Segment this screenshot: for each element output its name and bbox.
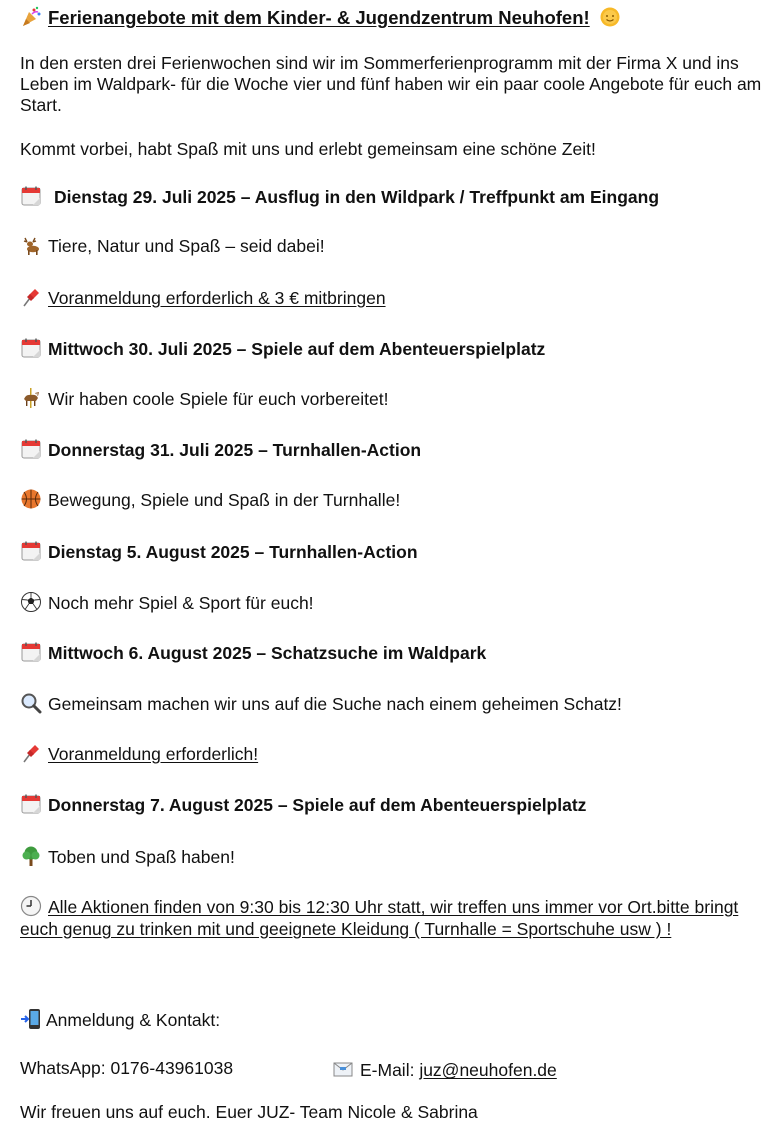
event-detail-5: [20, 692, 772, 715]
title-text: Ferienangebote mit dem Kinder- & Jugendzentrum Neuhofen!: [48, 7, 590, 28]
event-heading-text: Dienstag 5. August 2025 – Turnhallen-Action: [48, 542, 418, 562]
contact-heading-text: Anmeldung & Kontakt:: [46, 1010, 221, 1030]
event-note-5: [20, 742, 772, 765]
event-detail-text: Noch mehr Spiel & Sport für euch!: [48, 593, 314, 613]
event-heading-1: [20, 185, 772, 208]
event-heading-text: Mittwoch 30. Juli 2025 – Spiele auf dem Abenteuerspielplatz: [48, 339, 546, 359]
carousel-horse-icon: [20, 387, 42, 409]
event-detail-6: [20, 845, 772, 868]
event-heading-3: [20, 438, 772, 461]
calendar-icon: [20, 438, 42, 460]
event-heading-text: Dienstag 29. Juli 2025 – Ausflug in den Wildpark / Treffpunkt am Eingang: [54, 187, 660, 207]
event-heading-4: [20, 540, 772, 563]
party-popper-icon: [20, 6, 42, 28]
page-title: [20, 6, 772, 28]
tree-icon: [20, 845, 42, 867]
event-detail-text: Wir haben coole Spiele für euch vorbereitet!: [48, 389, 389, 409]
clock-icon: [20, 895, 42, 917]
event-detail-1: [20, 234, 772, 257]
whatsapp-line: WhatsApp: 0176-43961038: [20, 1058, 234, 1078]
intro-paragraph: In den ersten drei Ferienwochen sind wir im Sommerferienprogramm mit der Firma X und ins Leben im Waldpark- für die Woche vier und fünf haben wir ein paar coole Angebote für euch am Start.: [20, 53, 762, 115]
event-note-1: [20, 286, 772, 309]
pushpin-icon: [20, 286, 42, 308]
sun-face-icon: [599, 6, 621, 28]
calendar-icon: [20, 641, 42, 663]
deer-icon: [20, 234, 42, 256]
event-detail-text: Gemeinsam machen wir uns auf die Suche nach einem geheimen Schatz!: [48, 694, 622, 714]
event-heading-text: Donnerstag 31. Juli 2025 – Turnhallen-Action: [48, 440, 422, 460]
event-heading-5: [20, 641, 772, 664]
email-envelope-icon: [332, 1058, 354, 1080]
soccer-ball-icon: [20, 591, 42, 613]
calendar-icon: [20, 540, 42, 562]
closing-line: Wir freuen uns auf euch. Euer JUZ- Team Nicole & Sabrina: [20, 1102, 478, 1122]
email-label: E-Mail:: [360, 1060, 420, 1080]
event-note-text: Voranmeldung erforderlich!: [48, 744, 259, 764]
event-heading-text: Donnerstag 7. August 2025 – Spiele auf dem Abenteuerspielplatz: [48, 795, 587, 815]
contact-heading: [20, 1008, 772, 1031]
magnifier-icon: [20, 692, 42, 714]
event-detail-2: [20, 387, 772, 410]
times-note: [20, 895, 772, 940]
pushpin-icon: [20, 742, 42, 764]
event-detail-text: Toben und Spaß haben!: [48, 847, 235, 867]
email-link[interactable]: juz@neuhofen.de: [419, 1060, 557, 1080]
event-heading-text: Mittwoch 6. August 2025 – Schatzsuche im Waldpark: [48, 643, 487, 663]
basketball-icon: [20, 488, 42, 510]
calendar-icon: [20, 185, 42, 207]
event-detail-text: Tiere, Natur und Spaß – seid dabei!: [48, 236, 325, 256]
event-note-text: Voranmeldung erforderlich & 3 € mitbringen: [48, 288, 386, 308]
calendar-icon: [20, 793, 42, 815]
event-detail-4: [20, 591, 772, 614]
event-heading-6: [20, 793, 772, 816]
event-detail-3: [20, 488, 772, 511]
mobile-arrow-icon: [20, 1008, 42, 1030]
event-heading-2: [20, 337, 772, 360]
calendar-icon: [20, 337, 42, 359]
event-detail-text: Bewegung, Spiele und Spaß in der Turnhalle!: [48, 490, 401, 510]
email-line: [332, 1058, 557, 1081]
invite-paragraph: Kommt vorbei, habt Spaß mit uns und erlebt gemeinsam eine schöne Zeit!: [20, 139, 596, 159]
times-note-text: Alle Aktionen finden von 9:30 bis 12:30 Uhr statt, wir treffen uns immer vor Ort.bitte bringt euch genug zu trinken mit und geeignete Kleidung ( Turnhalle = Sportschuhe usw ) !: [20, 897, 739, 939]
